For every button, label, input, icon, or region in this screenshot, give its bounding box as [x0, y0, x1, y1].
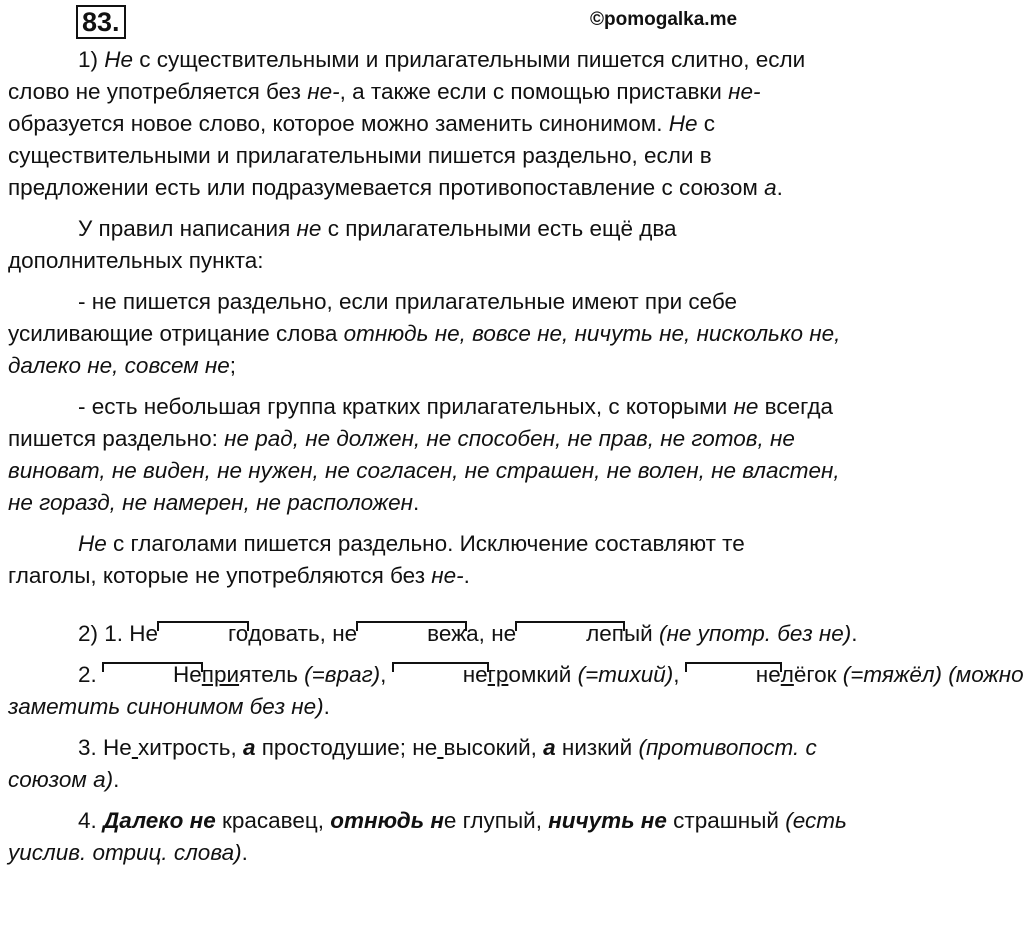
- text: гр: [487, 662, 509, 687]
- text: - есть небольшая группа кратких прилагательных, с которыми: [78, 394, 734, 419]
- text: при: [201, 662, 240, 687]
- bold-conjunction: а: [242, 735, 256, 760]
- text: дополнительных пункта:: [8, 248, 264, 273]
- prefix-mark: не: [686, 659, 781, 691]
- text: 1): [78, 47, 105, 72]
- answer-item-1: [8, 618, 956, 650]
- italic-ne: не-: [431, 563, 464, 588]
- text: .: [412, 490, 420, 515]
- prefix-mark: не: [393, 659, 488, 691]
- italic-note: (=тихий): [571, 662, 674, 687]
- exercise-number: 83.: [76, 5, 126, 39]
- italic-note: союзом а): [8, 767, 114, 792]
- text: с: [697, 111, 716, 136]
- text: низкий: [555, 735, 639, 760]
- italic-note: (противопост. с: [638, 735, 817, 760]
- answer-item-2: [8, 659, 1024, 723]
- italic-examples: далеко не, совсем не: [8, 353, 230, 378]
- text: высокий,: [443, 735, 544, 760]
- site-watermark: ©pomogalka.me: [590, 9, 738, 30]
- italic-conjunction: а: [764, 175, 777, 200]
- text: страшный: [666, 808, 786, 833]
- text: 3. Не: [78, 735, 132, 760]
- text: ;: [229, 353, 237, 378]
- text: не: [332, 621, 358, 646]
- text: ,: [380, 662, 393, 687]
- text: 2) 1.: [78, 621, 130, 646]
- prefix-mark: Не: [103, 659, 202, 691]
- paragraph-rule-nouns-adjectives: [8, 44, 956, 204]
- text: а: [466, 621, 479, 646]
- text: с прилагательными есть ещё два: [321, 216, 677, 241]
- italic-ne: не-: [728, 79, 761, 104]
- paragraph-short-adjectives: [8, 391, 956, 519]
- text: .: [241, 840, 248, 865]
- italic-note: (есть: [785, 808, 847, 833]
- answer-item-4: [8, 805, 956, 869]
- italic-ne: не-: [307, 79, 340, 104]
- text: с глаголами пишется раздельно. Исключение составляют те: [106, 531, 745, 556]
- italic-ne: Не: [78, 531, 107, 556]
- text: глаголы, которые не употребляются без: [8, 563, 432, 588]
- text: омкий: [508, 662, 572, 687]
- text: 4.: [78, 808, 104, 833]
- text: простодушие; не: [255, 735, 438, 760]
- italic-note: уислив. отриц. слова): [8, 840, 242, 865]
- bold-intensifier: ничуть не: [548, 808, 667, 833]
- italic-examples: виноват, не виден, не нужен, не согласен, не страшен, не волен, не властен,: [8, 458, 840, 483]
- root-mark: леп: [516, 618, 624, 650]
- italic-note: заметить синонимом без не): [8, 694, 324, 719]
- bold-intensifier: Далеко не: [103, 808, 216, 833]
- text: .: [463, 563, 470, 588]
- bold-conjunction: а: [543, 735, 556, 760]
- text: ёгок: [793, 662, 837, 687]
- italic-ne: не: [296, 216, 322, 241]
- text: довать: [248, 621, 320, 646]
- text: предложении есть или подразумевается противопоставление с союзом: [8, 175, 765, 200]
- italic-examples: не рад, не должен, не способен, не прав, не готов, не: [224, 426, 795, 451]
- text: усиливающие отрицание слова: [8, 321, 344, 346]
- text: 2.: [78, 662, 104, 687]
- italic-note: (=враг): [297, 662, 381, 687]
- italic-examples: отнюдь не, вовсе не, ничуть не, нисколько не,: [343, 321, 841, 346]
- text: пишется раздельно:: [8, 426, 225, 451]
- text: - не пишется раздельно, если прилагательные имеют при себе: [78, 289, 738, 314]
- text: ,: [478, 621, 492, 646]
- text: хитрость,: [138, 735, 243, 760]
- text: У правил написания: [78, 216, 297, 241]
- text: .: [323, 694, 330, 719]
- italic-ne: не: [733, 394, 759, 419]
- italic-note: (=тяжёл) (можно: [836, 662, 1024, 687]
- text: всегда: [758, 394, 833, 419]
- answer-item-3: [8, 732, 956, 796]
- paragraph-adjective-extra-rules: [8, 213, 956, 277]
- text: слово не употребляется без: [8, 79, 308, 104]
- italic-note: (не употр. без не): [658, 621, 852, 646]
- text: .: [776, 175, 783, 200]
- bold-intensifier: отнюдь н: [330, 808, 444, 833]
- text: красавец,: [215, 808, 331, 833]
- text: .: [113, 767, 120, 792]
- text: ,: [319, 621, 333, 646]
- text: .: [851, 621, 858, 646]
- text: Не: [129, 621, 159, 646]
- text: с существительными и прилагательными пишется слитно, если: [133, 47, 806, 72]
- text: , а также если с помощью приставки: [339, 79, 729, 104]
- paragraph-verbs: [8, 528, 956, 592]
- paragraph-intensifiers: [8, 286, 956, 382]
- text: ятель: [239, 662, 298, 687]
- text: существительными и прилагательными пишется раздельно, если в: [8, 143, 712, 168]
- root-mark: веж: [357, 618, 466, 650]
- exercise-body: [8, 44, 1024, 878]
- root-mark: го: [158, 618, 248, 650]
- page-header: [0, 0, 960, 40]
- text: е глупый,: [443, 808, 549, 833]
- italic-ne: Не: [668, 111, 698, 136]
- italic-examples: не горазд, не намерен, не расположен: [8, 490, 413, 515]
- text: не: [491, 621, 517, 646]
- text: ый: [623, 621, 653, 646]
- text: л: [780, 662, 794, 687]
- text: ,: [673, 662, 686, 687]
- italic-ne: Не: [104, 47, 134, 72]
- text: образуется новое слово, которое можно заменить синонимом.: [8, 111, 669, 136]
